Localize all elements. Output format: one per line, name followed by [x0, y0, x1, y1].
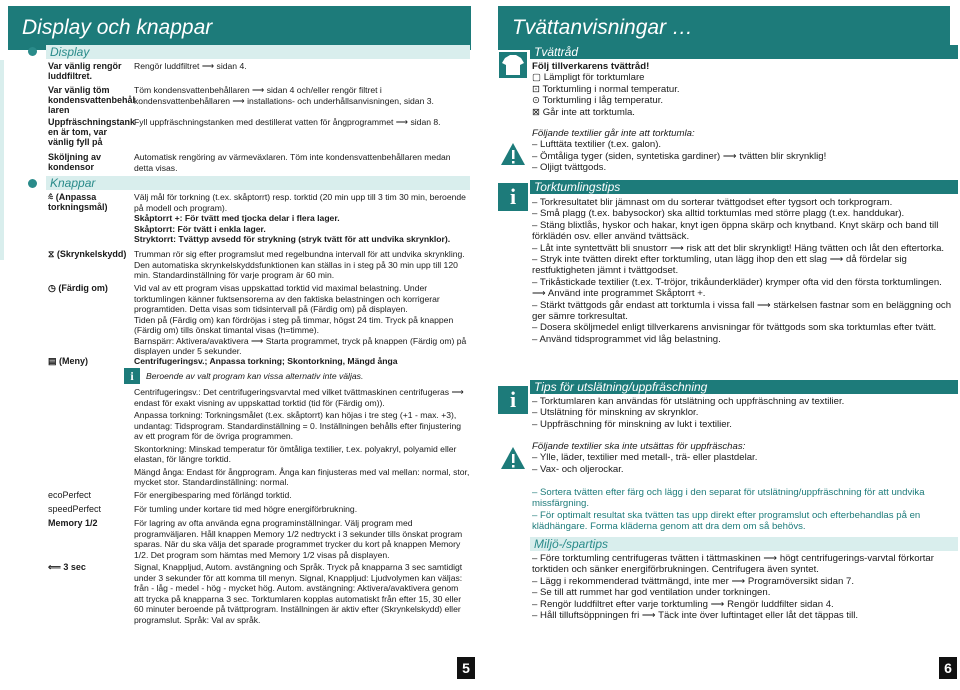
memory-label: Memory 1/2	[48, 518, 98, 528]
anpassa-line: Skåptorrt +: För tvätt med tjocka delar i flera lager.	[134, 213, 340, 223]
display-row-text: Rengör luddfiltret ⟶ sidan 4.	[134, 61, 247, 71]
miljo-item: – Rengör luddfiltret efter varje torktumling ⟶ Rengör luddfilter sidan 4.	[532, 598, 834, 610]
info-icon: i	[124, 368, 140, 384]
warning-item: – Oljigt tvättgods.	[532, 162, 607, 174]
warning-icon	[500, 446, 526, 470]
speedperfect-text: För tumling under kortare tid med högre energiförbrukning.	[134, 504, 358, 514]
info-icon: i	[498, 386, 528, 414]
stryk-item: – Utslätning för minskning av skrynklor.	[532, 407, 699, 419]
warning-item: – Vax- och oljerockar.	[532, 463, 624, 475]
fardig-line: Tiden på (Färdig om) kan fördröjas i steg på timmar, högst 24 tim. Tryck på knappen (Färdig om) tills önskat timantal visas (h=timme).	[134, 314, 454, 335]
miljo-item: – Se till att rummet har god ventilation under torkningen.	[532, 587, 771, 599]
stryk-list	[532, 396, 957, 430]
miljo-header: Miljö-/spartips	[530, 537, 958, 551]
stryk-item: – Torktumlaren kan användas för utslätning och uppfräschning av textilier.	[532, 396, 845, 407]
fardig-label: ◷ (Färdig om)	[48, 283, 108, 293]
care-item: ⊡ Torktumling i normal temperatur.	[532, 83, 680, 95]
speedperfect-label: speedPerfect	[48, 504, 102, 514]
meny-label: ▤ (Meny)	[48, 356, 89, 366]
anpassa-line: Skåptorrt: För tvätt i enkla lager.	[134, 223, 266, 234]
warning-intro: Följande textilier ska inte utsättas för uppfräschas:	[532, 441, 746, 452]
meny-head: Centrifugeringsv.; Anpassa torkning; Skontorkning, Mängd ånga	[134, 356, 398, 366]
care-item: ▢ Lämpligt för torktumlare	[532, 72, 645, 84]
meny-para: Skontorkning: Minskad temperatur för ömtåliga textilier, t.ex. polyakryl, polyamid eller elastan, för längre torktid.	[134, 443, 457, 464]
meny-para: Anpassa torkning: Torkningsmålet (t.ex. skåptorrt) kan höjas i tre steg (+1 - max. +3), undantag: Tidsprogram. Standardinställning = 0. Inställningen behålls efter finjustering av ett program för de övriga programmen.	[134, 410, 462, 441]
warning-item: – Lufttäta textilier (t.ex. galon).	[532, 139, 662, 151]
miljo-item: – Håll tilluftsöppningen fri ⟶ Täck inte över luftintaget eller låt det täppas till.	[532, 610, 859, 622]
display-section-header: Display	[46, 45, 470, 59]
anti-crease-icon: ⧖	[48, 249, 57, 259]
tips-header: Torktumlingstips	[530, 180, 958, 194]
stryk-more	[532, 487, 957, 533]
ecoperfect-label: ecoPerfect	[48, 490, 92, 500]
right-page-title: Tvättanvisningar …	[498, 6, 950, 50]
tips-list	[532, 197, 957, 345]
tumble-normal-icon: ⊡	[532, 83, 543, 95]
knappar-section-header: Knappar	[46, 176, 470, 190]
display-bullet	[28, 47, 37, 56]
tip-item: – Stäng blixtlås, hyskor och hakar, knyt igen öppna skärp och knytband. Knyt skärp och band till förklädén osv. eller använd tvättsäck.	[532, 219, 939, 243]
skrynkel-label: ⧖ (Skrynkelskydd)	[48, 249, 127, 259]
meny-para: Centrifugeringsv.: Det centrifugeringsvarvtal med vilket tvättmaskinen centrifugeras ⟶ endast för exakt visning av uppskattad torktid (tid för (Färdig om)).	[134, 387, 464, 408]
display-row-label: Sköljning av kondensor	[48, 152, 102, 172]
stryk-header: Tips för utslätning/uppfräschning	[530, 380, 958, 394]
stryk-more-item: – För optimalt resultat ska tvätten tas upp direkt efter programslut och efterbehandlas på en klädhängare. Forma kläderna genom att dra dem om så behövs.	[532, 509, 921, 533]
display-row-label: Var vänlig rengör luddfiltret.	[48, 61, 122, 81]
page-number: 6	[939, 657, 957, 679]
tip-item: – Stryk inte tvätten direkt efter torktumling, utan lägg ihop den ett slag ⟶ då fördelar sig restfuktigheten jämnt i tvättgodset.	[532, 254, 907, 277]
care-item: ⊙ Torktumling i låg temperatur.	[532, 95, 664, 107]
warning-intro: Följande textilier går inte att torktumla:	[532, 128, 695, 139]
tvattrad-intro: Följ tillverkarens tvättråd!	[532, 61, 650, 72]
display-row-text: Automatisk rengöring av värmeväxlaren. Töm inte kondensvattenbehållaren medan detta visas.	[134, 152, 451, 173]
stryk-more-item: – Sortera tvätten efter färg och lägg i den separat för utslätning/uppfräschning för att undvika missfärgning.	[532, 487, 925, 510]
ecoperfect-text: För energibesparing med förlängd torktid.	[134, 490, 292, 500]
stryk-warning	[532, 441, 957, 475]
display-row-label: Var vänlig töm kondensvattenbehål laren	[48, 85, 136, 115]
three-sec-text: Signal, Knapplјud, Autom. avstängning och Språk. Tryck på knapparna 3 sec samtidigt under 3 sekunder för att komma till menyn. Signal, Knapplјud: Ljudvolymen kan väljas: från - låg - medel - hög - mycket hög. Autom. avstängning: Aktivera/avaktivera genom att trycka på knapparna 3 sec. Torktumlaren kopplas automatiskt från efter 15, 30 eller 60 minuter beroende på tvättprogram. Inställningen är aktiv efter (Skrynkelskydd) eller programslut. Språk: Val av språk.	[134, 562, 463, 625]
miljo-item: – Före torktumling centrifugeras tvätten i tättmaskinen ⟶ högt centrifugerings-varvtal förkortar torktiden och sänker energiförbrukningen. Centrifugera även syntet.	[532, 553, 934, 576]
anpassa-line: Välj mål för torkning (t.ex. skåptorrt) resp. torktid (20 min upp till 3 tim 30 min, beroende på modell och program).	[134, 192, 466, 213]
tip-item: – Låt inte syntettvätt bli snustorr ⟶ risk att det blir skrynkligt! Häng tvätten och låt den eftertorka.	[532, 242, 945, 254]
care-item: ⊠ Går inte att torktumla.	[532, 106, 635, 118]
tip-item: – Dosera sköljmedel enligt tillverkarens anvisningar för tvättgods som ska torktumlas efter tvätt.	[532, 322, 937, 334]
tip-item: – Trikåstickade textilier (t.ex. T-tröjor, trikåunderkläder) krymper ofta vid den första torktumlingen. ⟶ Använd inte programmet Skåptorrt +.	[532, 276, 942, 300]
meny-note: Beroende av valt program kan vissa alternativ inte väljas.	[146, 371, 364, 381]
tvattrad-block	[532, 61, 957, 118]
warning-icon	[500, 142, 526, 166]
anpassa-line: Stryktorrt: Tvättyp avsedd för strykning (stryk tvätt för att undvika skrynklor).	[134, 234, 451, 244]
info-icon: i	[498, 183, 528, 211]
page-edge-mark	[0, 60, 4, 260]
tip-item: – Använd tidsprogrammet vid låg belastning.	[532, 333, 721, 345]
clock-icon: ◷	[48, 283, 59, 293]
tip-item: – Små plagg (t.ex. babysockor) ska alltid torktumlas med större plagg (t.ex. handdukar).	[532, 208, 905, 220]
no-tumble-icon: ⊠	[532, 106, 543, 118]
warning-item: – Ylle, läder, textilier med metall-, trä- eller plastdelar.	[532, 452, 758, 464]
tumble-ok-icon: ▢	[532, 72, 544, 84]
menu-icon: ▤	[48, 356, 60, 366]
display-row-text: Töm kondensvattenbehållaren ⟶ sidan 4 och/eller rengör filtret i kondensvattenbehållaren ⟶ installations- och underhållsanvisningen, sidan 3.	[134, 85, 434, 106]
miljo-item: – Lägg i rekommenderad tvättmängd, inte mer ⟶ Programöversikt sidan 7.	[532, 575, 854, 587]
tip-item: – Stärkt tvättgods går endast att torktumla i vissa fall ⟶ stärkelsen fastnar som en beläggning och ger sämre torkresultat.	[532, 299, 952, 323]
meny-paras	[134, 387, 470, 488]
meny-para: Mängd ånga: Endast för ångprogram. Ånga kan finjusteras med val mellan: normal, stor, mycket stor. Standardinställning: normal.	[134, 466, 470, 487]
stryk-item: – Uppfräschning för minskning av lukt i textilier.	[532, 418, 732, 430]
three-sec-label: ⟸ 3 sec	[48, 562, 86, 572]
tvattrad-header: Tvättråd	[530, 45, 958, 59]
knappar-bullet	[28, 179, 37, 188]
left-page-title: Display och knappar	[8, 6, 471, 50]
anpassa-text	[134, 192, 470, 245]
memory-text: För lagring av ofta använda egna programinställningar. Välj program med programväljaren. Håll knappen Memory 1/2 nedtryckt i 3 sekunder tills önskat program sparas. När du ska välja det sparade programmet trycker du kort på knappen Memory 1/2. Det program som hämtas med Memory 1/2 visas på displayen.	[134, 518, 463, 560]
miljo-list	[532, 553, 957, 621]
page-number: 5	[457, 657, 475, 679]
warning-item: – Ömtåliga tyger (siden, syntetiska gardiner) ⟶ tvätten blir skrynklig!	[532, 150, 827, 162]
fardig-line: Barnspärr: Aktivera/avaktivera ⟶ Starta programmet, tryck på knappen (Färdig om) på displayen under 5 sekunder.	[134, 335, 467, 356]
tshirt-icon	[499, 52, 527, 78]
skrynkel-text: Trumman rör sig efter programslut med regelbundna intervall för att undvika skrynkling. Den automatiska skrynkelskyddsfunktionen kan ställas in i steg på 30 min upp till 120 min. Standardinställning för varje program är 60 min.	[134, 249, 465, 280]
tumble-low-icon: ⊙	[532, 95, 543, 107]
dry-target-icon: ⩯	[48, 192, 56, 202]
tvattrad-warning	[532, 128, 957, 174]
fardig-line: Vid val av ett program visas uppskattad torktid vid maximal belastning. Under torktumlingen känner fuktsensorerna av den faktiska belastningen och korrigerar programtiden. Detta visas som tidsintervall på (Färdig om) på displayen.	[134, 283, 440, 314]
tip-item: – Torkresultatet blir jämnast om du sorterar tvättgodset efter tygsort och torkprogram.	[532, 197, 893, 208]
display-row-label: Uppfräschningstank en är tom, var vänlig fyll på	[48, 117, 136, 147]
key-icon: ⟸	[48, 562, 64, 572]
display-row-text: Fyll uppfräschningstanken med destillerat vatten för ångprogrammet ⟶ sidan 8.	[134, 117, 441, 127]
fardig-text	[134, 283, 470, 357]
anpassa-label: ⩯ (Anpassa torkningsmål)	[48, 192, 108, 212]
